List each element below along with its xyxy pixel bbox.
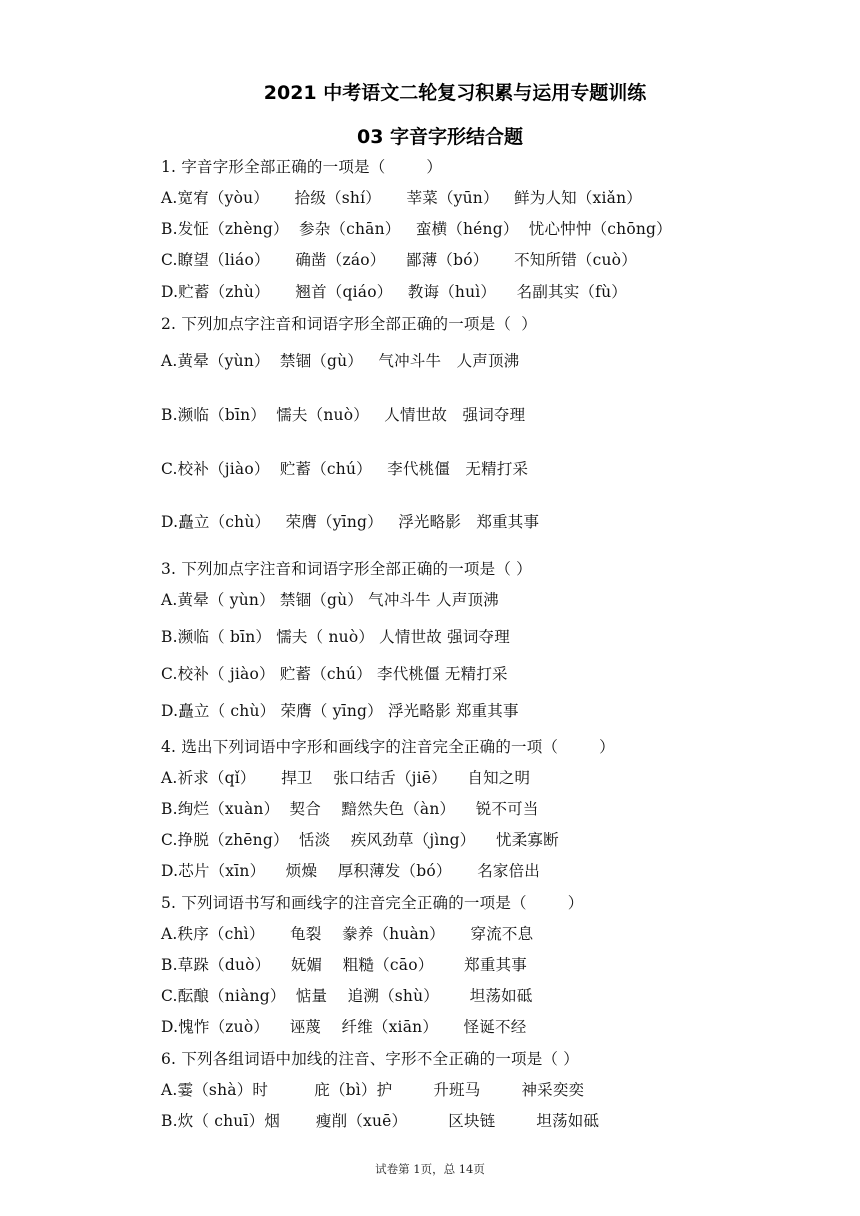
question-2-stem: 2. 下列加点字注音和词语字形全部正确的一项是（ ）: [161, 315, 537, 333]
question-5-option-d: D.愧怍（zuò） 诬蔑 纤维（xiān） 怪诞不经: [161, 1018, 527, 1036]
question-5-option-b: B.草跺（duò） 妩媚 粗糙（cāo） 郑重其事: [161, 956, 527, 974]
question-1-stem: 1. 字音字形全部正确的一项是（ ）: [161, 158, 443, 176]
document-title: 2021 中考语文二轮复习积累与运用专题训练: [263, 82, 647, 104]
question-3-option-a: A.黄晕（ yùn） 禁锢（gù） 气冲斗牛 人声顶沸: [161, 591, 499, 609]
document-subtitle: 03 字音字形结合题: [356, 126, 524, 148]
question-5-option-c: C.酝酿（niàng） 惦量 追溯（shù） 坦荡如砥: [161, 987, 533, 1005]
question-2-option-a: A.黄晕（yùn） 禁锢（gù） 气冲斗牛 人声顶沸: [161, 352, 520, 370]
question-2-option-d: D.矗立（chù） 荣膺（yīng） 浮光略影 郑重其事: [161, 513, 540, 531]
question-6-stem: 6. 下列各组词语中加线的注音、字形不全正确的一项是（ ）: [161, 1050, 579, 1068]
question-3-option-d: D.矗立（ chù） 荣膺（ yīng） 浮光略影 郑重其事: [161, 702, 519, 720]
question-4-stem: 4. 选出下列词语中字形和画线字的注音完全正确的一项（ ）: [161, 738, 615, 756]
question-5-stem: 5. 下列词语书写和画线字的注音完全正确的一项是（ ）: [161, 894, 584, 912]
page-footer: 试卷第 1页，总 14页: [375, 1162, 485, 1176]
question-4-option-a: A.祈求（qǐ） 捍卫 张口结舌（jiē） 自知之明: [161, 769, 531, 787]
question-2-option-b: B.濒临（bīn） 懦夫（nuò） 人情世故 强词夺理: [161, 406, 526, 424]
question-5-option-a: A.秩序（chì） 龟裂 豢养（huàn） 穿流不息: [161, 925, 534, 943]
question-1-option-c: C.瞭望（liáo） 确凿（záo） 鄙薄（bó） 不知所错（cuò）: [161, 251, 637, 269]
question-6-option-a: A.霎（shà）时 庇（bì）护 升班马 神采奕奕: [161, 1081, 585, 1099]
question-3-option-c: C.校补（ jiào） 贮蓄（chú） 李代桃僵 无精打采: [161, 665, 508, 683]
question-1-option-d: D.贮蓄（zhù） 翘首（qiáo） 教诲（huì） 名副其实（fù）: [161, 283, 627, 301]
question-3-stem: 3. 下列加点字注音和词语字形全部正确的一项是（ ）: [161, 560, 532, 578]
question-1-option-a: A.宽宥（yòu） 拾级（shí） 莘菜（yūn） 鲜为人知（xiǎn）: [161, 189, 642, 207]
question-6-option-b: B.炊（ chuī）烟 瘦削（xuē） 区块链 坦荡如砥: [161, 1112, 600, 1130]
question-4-option-c: C.挣脱（zhēng） 恬淡 疾风劲草（jìng） 忧柔寡断: [161, 831, 559, 849]
question-2-option-c: C.校补（jiào） 贮蓄（chú） 李代桃僵 无精打采: [161, 460, 529, 478]
question-4-option-b: B.绚烂（xuàn） 契合 黯然失色（àn） 锐不可当: [161, 800, 539, 818]
question-4-option-d: D.芯片（xīn） 烦燥 厚积薄发（bó） 名家倍出: [161, 862, 540, 880]
question-3-option-b: B.濒临（ bīn） 懦夫（ nuò） 人情世故 强词夺理: [161, 628, 510, 646]
question-1-option-b: B.发怔（zhèng） 参杂（chān） 蛮横（héng） 忧心忡忡（chōng）: [161, 220, 672, 238]
